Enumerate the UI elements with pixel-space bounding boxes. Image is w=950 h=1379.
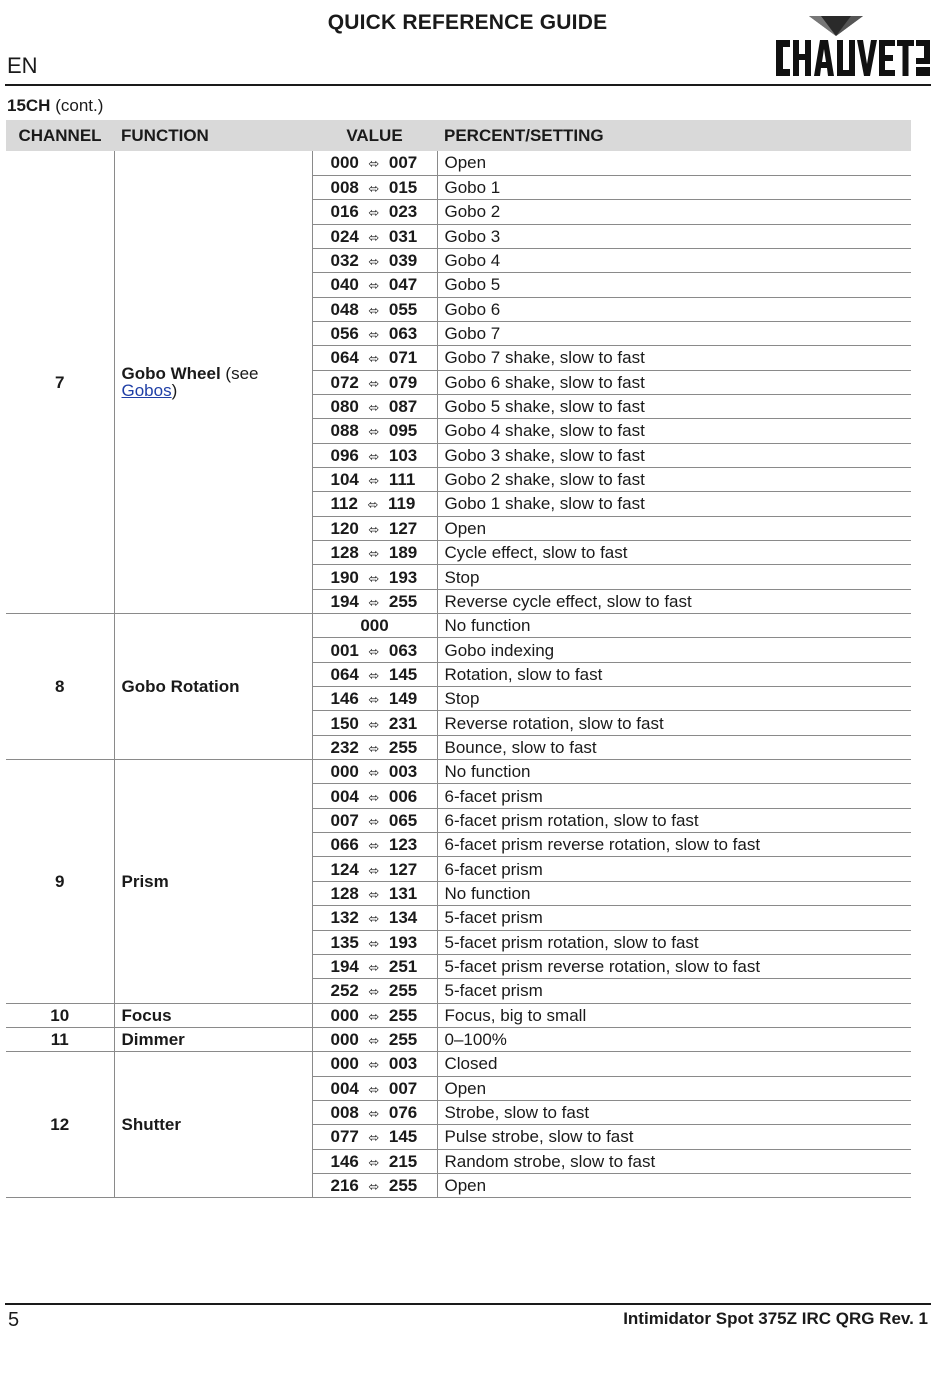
value-from: 000 (330, 762, 359, 782)
channel-number: 10 (6, 1003, 114, 1027)
dmx-value-range (312, 541, 437, 565)
function-cell (114, 1052, 312, 1198)
dmx-value-range (312, 662, 437, 686)
dmx-value-range (312, 1100, 437, 1124)
value-to: 103 (388, 445, 418, 465)
function-name: Gobo Wheel (121, 364, 221, 384)
setting-text: 5-facet prism reverse rotation, slow to fast (437, 954, 911, 978)
dmx-value-range (312, 735, 437, 759)
value-to: 076 (388, 1103, 418, 1123)
dmx-value-range (312, 370, 437, 394)
setting-text: 6-facet prism (437, 857, 911, 881)
value-to: 215 (388, 1151, 418, 1171)
setting-text: 6-facet prism (437, 784, 911, 808)
function-cell (114, 1003, 312, 1027)
value-to: 071 (388, 348, 418, 368)
value-to: 039 (388, 251, 418, 271)
setting-text: Focus, big to small (437, 1003, 911, 1027)
table-row (6, 1027, 911, 1051)
setting-text: Reverse rotation, slow to fast (437, 711, 911, 735)
dmx-value-range (312, 1027, 437, 1051)
range-arrow-icon: ⬄ (368, 570, 380, 586)
value-to: 255 (388, 1005, 418, 1025)
dmx-value-range (312, 419, 437, 443)
dmx-value-range (312, 881, 437, 905)
value-from: 124 (330, 859, 359, 879)
range-arrow-icon: ⬄ (368, 984, 380, 1000)
range-arrow-icon: ⬄ (368, 594, 380, 610)
value-to: 134 (388, 908, 418, 928)
section-name: 15CH (7, 96, 51, 115)
value-to: 123 (388, 835, 418, 855)
value-from: 232 (330, 737, 359, 757)
range-arrow-icon: ⬄ (368, 278, 380, 294)
table-row (6, 760, 911, 784)
range-arrow-icon: ⬄ (368, 911, 380, 927)
value-to: 111 (388, 470, 416, 490)
dmx-value-range (312, 1076, 437, 1100)
setting-text: 5-facet prism (437, 979, 911, 1003)
value-from: 000 (330, 1030, 359, 1050)
range-arrow-icon: ⬄ (368, 327, 380, 343)
setting-text: Gobo 1 (437, 175, 911, 199)
value-from: 000 (330, 153, 359, 173)
range-arrow-icon: ⬄ (368, 667, 380, 683)
setting-text: Stop (437, 565, 911, 589)
value-to: 047 (388, 275, 418, 295)
value-from: 056 (330, 324, 359, 344)
value-from: 032 (330, 251, 359, 271)
value-to: 007 (388, 1078, 418, 1098)
setting-text: Gobo 6 shake, slow to fast (437, 370, 911, 394)
function-note-close: ) (171, 381, 178, 401)
gobos-link[interactable]: Gobos (121, 381, 172, 401)
value-to: 255 (388, 591, 418, 611)
value-from: 080 (330, 397, 359, 417)
range-arrow-icon: ⬄ (368, 692, 380, 708)
column-header-channel: CHANNEL (6, 120, 114, 151)
dmx-value-range (312, 979, 437, 1003)
setting-text: Open (437, 151, 911, 175)
value-to: 063 (388, 324, 418, 344)
value-from: 096 (330, 445, 359, 465)
range-arrow-icon: ⬄ (368, 838, 380, 854)
channel-number: 9 (6, 760, 114, 1003)
value-from: 132 (330, 908, 359, 928)
table-row (6, 1052, 911, 1076)
range-arrow-icon: ⬄ (368, 375, 380, 391)
value-from: 150 (330, 713, 359, 733)
dmx-value-range (312, 175, 437, 199)
value-from: 135 (330, 932, 359, 952)
setting-text: Gobo 4 (437, 248, 911, 272)
range-arrow-icon: ⬄ (368, 1057, 380, 1073)
function-cell (114, 614, 312, 760)
range-arrow-icon: ⬄ (368, 789, 380, 805)
value-from: 194 (330, 591, 359, 611)
value-from: 146 (330, 689, 359, 709)
range-arrow-icon: ⬄ (368, 1130, 380, 1146)
value-from: 252 (330, 981, 359, 1001)
value-from: 064 (330, 348, 359, 368)
setting-text: 6-facet prism reverse rotation, slow to fast (437, 833, 911, 857)
range-arrow-icon: ⬄ (368, 205, 380, 221)
dmx-value-range (312, 1052, 437, 1076)
value-from: 004 (330, 1078, 359, 1098)
value-from: 040 (330, 275, 359, 295)
dmx-value-range (312, 492, 437, 516)
value-from: 008 (330, 178, 359, 198)
dmx-value-range (312, 930, 437, 954)
value-from: 104 (330, 470, 359, 490)
header-rule (5, 84, 931, 86)
dmx-value-range (312, 565, 437, 589)
dmx-value-range (312, 1173, 437, 1197)
dmx-value-range (312, 224, 437, 248)
setting-text: Gobo 5 shake, slow to fast (437, 394, 911, 418)
value-from: 000 (330, 1054, 359, 1074)
range-arrow-icon: ⬄ (368, 740, 380, 756)
value-from: 088 (330, 421, 359, 441)
value-to: 255 (388, 1176, 418, 1196)
value-to: 127 (388, 518, 418, 538)
document-name: Intimidator Spot 375Z IRC QRG Rev. 1 (623, 1309, 928, 1328)
value-from: 064 (330, 664, 359, 684)
value-from: 000 (360, 616, 389, 636)
value-from: 001 (330, 640, 359, 660)
dmx-value-range (312, 638, 437, 662)
range-arrow-icon: ⬄ (368, 521, 380, 537)
value-to: 087 (388, 397, 418, 417)
range-arrow-icon: ⬄ (368, 254, 380, 270)
value-to: 065 (388, 810, 418, 830)
value-from: 194 (330, 957, 359, 977)
value-to: 127 (388, 859, 418, 879)
value-from: 066 (330, 835, 359, 855)
dmx-value-range (312, 346, 437, 370)
range-arrow-icon: ⬄ (368, 862, 380, 878)
value-from: 004 (330, 786, 359, 806)
dmx-value-range (312, 200, 437, 224)
section-suffix: (cont.) (55, 96, 104, 115)
dmx-value-range (312, 760, 437, 784)
setting-text: Stop (437, 687, 911, 711)
dmx-value-range (312, 1125, 437, 1149)
setting-text: Gobo 3 (437, 224, 911, 248)
setting-text: Gobo 1 shake, slow to fast (437, 492, 911, 516)
setting-text: Closed (437, 1052, 911, 1076)
setting-text: No function (437, 881, 911, 905)
value-from: 007 (330, 810, 359, 830)
value-to: 079 (388, 372, 418, 392)
range-arrow-icon: ⬄ (368, 1154, 380, 1170)
dmx-value-range (312, 443, 437, 467)
value-from: 008 (330, 1103, 359, 1123)
table-row (6, 614, 911, 638)
value-from: 146 (330, 1151, 359, 1171)
dmx-value-range (312, 394, 437, 418)
value-to: 149 (388, 689, 418, 709)
dmx-value-range (312, 833, 437, 857)
function-name: Gobo Rotation (121, 677, 240, 697)
function-cell (114, 1027, 312, 1051)
channel-number: 8 (6, 614, 114, 760)
column-header-value: VALUE (312, 120, 437, 151)
setting-text: Rotation, slow to fast (437, 662, 911, 686)
setting-text: Gobo 7 (437, 321, 911, 345)
dmx-value-range (312, 151, 437, 175)
table-header-row (6, 120, 911, 151)
value-from: 077 (330, 1127, 359, 1147)
range-arrow-icon: ⬄ (368, 886, 380, 902)
column-header-function: FUNCTION (114, 120, 312, 151)
dmx-value-range (312, 906, 437, 930)
range-arrow-icon: ⬄ (368, 765, 380, 781)
dmx-value-range (312, 857, 437, 881)
setting-text: Open (437, 1173, 911, 1197)
setting-text: Pulse strobe, slow to fast (437, 1125, 911, 1149)
table-body (6, 151, 911, 1198)
setting-text: Gobo 5 (437, 273, 911, 297)
value-to: 023 (388, 202, 418, 222)
value-from: 048 (330, 299, 359, 319)
value-from: 216 (330, 1176, 359, 1196)
dmx-value-range (312, 711, 437, 735)
dmx-value-range (312, 273, 437, 297)
setting-text: Gobo 6 (437, 297, 911, 321)
range-arrow-icon: ⬄ (368, 156, 380, 172)
value-to: 015 (388, 178, 418, 198)
function-name: Shutter (121, 1115, 181, 1135)
range-arrow-icon: ⬄ (368, 1033, 380, 1049)
value-to: 003 (388, 1054, 418, 1074)
setting-text: Gobo indexing (437, 638, 911, 662)
range-arrow-icon: ⬄ (368, 643, 380, 659)
function-name: Prism (121, 871, 169, 891)
function-cell (114, 760, 312, 1003)
channel-number: 11 (6, 1027, 114, 1051)
setting-text: 0–100% (437, 1027, 911, 1051)
value-to: 255 (388, 737, 418, 757)
range-arrow-icon: ⬄ (368, 351, 380, 367)
table-row (6, 1003, 911, 1027)
setting-text: Random strobe, slow to fast (437, 1149, 911, 1173)
range-arrow-icon: ⬄ (368, 716, 380, 732)
range-arrow-icon: ⬄ (368, 424, 380, 440)
value-from: 128 (330, 543, 359, 563)
dmx-value-range (312, 784, 437, 808)
range-arrow-icon: ⬄ (368, 473, 380, 489)
channel-number: 7 (6, 151, 114, 614)
value-from: 024 (330, 226, 359, 246)
range-arrow-icon: ⬄ (368, 935, 380, 951)
dmx-value-range (312, 516, 437, 540)
page-number: 5 (8, 1309, 20, 1331)
value-to: 145 (388, 1127, 418, 1147)
value-to: 055 (388, 299, 418, 319)
range-arrow-icon: ⬄ (368, 960, 380, 976)
setting-text: Gobo 3 shake, slow to fast (437, 443, 911, 467)
setting-text: No function (437, 614, 911, 638)
function-name: Focus (121, 1005, 172, 1025)
range-arrow-icon: ⬄ (368, 546, 380, 562)
value-to: 063 (388, 640, 418, 660)
value-to: 119 (387, 494, 416, 514)
value-from: 112 (330, 494, 358, 514)
range-arrow-icon: ⬄ (368, 400, 380, 416)
chauvet-dj-logo (773, 16, 931, 82)
page-title: QUICK REFERENCE GUIDE (327, 11, 608, 34)
value-to: 031 (388, 226, 418, 246)
column-header-setting: PERCENT/SETTING (437, 120, 911, 151)
value-from: 128 (330, 883, 359, 903)
value-to: 193 (388, 567, 418, 587)
setting-text: Bounce, slow to fast (437, 735, 911, 759)
value-to: 131 (388, 883, 418, 903)
range-arrow-icon: ⬄ (368, 229, 380, 245)
value-to: 145 (388, 664, 418, 684)
table-row (6, 151, 911, 175)
range-arrow-icon: ⬄ (368, 181, 380, 197)
dmx-channel-table (6, 120, 911, 1198)
value-to: 095 (388, 421, 418, 441)
dmx-value-range (312, 954, 437, 978)
dmx-value-range (312, 1149, 437, 1173)
footer-rule (5, 1303, 931, 1305)
value-to: 007 (388, 153, 418, 173)
value-from: 016 (330, 202, 359, 222)
function-note: (see (225, 364, 259, 384)
dmx-value-range (312, 808, 437, 832)
range-arrow-icon: ⬄ (367, 497, 379, 513)
setting-text: 5-facet prism (437, 906, 911, 930)
setting-text: Gobo 7 shake, slow to fast (437, 346, 911, 370)
function-name: Dimmer (121, 1030, 185, 1050)
value-to: 255 (388, 1030, 418, 1050)
setting-text: 6-facet prism rotation, slow to fast (437, 808, 911, 832)
setting-text: Open (437, 1076, 911, 1100)
language-label: EN (7, 53, 38, 78)
setting-text: 5-facet prism rotation, slow to fast (437, 930, 911, 954)
setting-text: No function (437, 760, 911, 784)
value-to: 193 (388, 932, 418, 952)
range-arrow-icon: ⬄ (368, 1081, 380, 1097)
setting-text: Gobo 2 (437, 200, 911, 224)
value-to: 189 (388, 543, 418, 563)
value-to: 006 (388, 786, 418, 806)
value-to: 255 (388, 981, 418, 1001)
function-cell (114, 151, 312, 614)
section-label (7, 96, 103, 116)
range-arrow-icon: ⬄ (368, 813, 380, 829)
setting-text: Reverse cycle effect, slow to fast (437, 589, 911, 613)
setting-text: Strobe, slow to fast (437, 1100, 911, 1124)
range-arrow-icon: ⬄ (368, 1179, 380, 1195)
value-to: 003 (388, 762, 418, 782)
setting-text: Open (437, 516, 911, 540)
value-from: 190 (330, 567, 359, 587)
dmx-value-range (312, 589, 437, 613)
dmx-value-range (312, 687, 437, 711)
dmx-value-range (312, 297, 437, 321)
range-arrow-icon: ⬄ (368, 1008, 380, 1024)
channel-number: 12 (6, 1052, 114, 1198)
range-arrow-icon: ⬄ (368, 448, 380, 464)
range-arrow-icon: ⬄ (368, 1106, 380, 1122)
dmx-value-range (312, 248, 437, 272)
setting-text: Cycle effect, slow to fast (437, 541, 911, 565)
setting-text: Gobo 2 shake, slow to fast (437, 467, 911, 491)
value-from: 120 (330, 518, 359, 538)
dmx-value-range (312, 321, 437, 345)
value-to: 231 (388, 713, 418, 733)
dmx-value-range (312, 467, 437, 491)
value-from: 000 (330, 1005, 359, 1025)
dmx-value-range (312, 614, 437, 638)
value-from: 072 (330, 372, 359, 392)
value-to: 251 (388, 957, 418, 977)
setting-text: Gobo 4 shake, slow to fast (437, 419, 911, 443)
range-arrow-icon: ⬄ (368, 302, 380, 318)
dmx-value-range (312, 1003, 437, 1027)
